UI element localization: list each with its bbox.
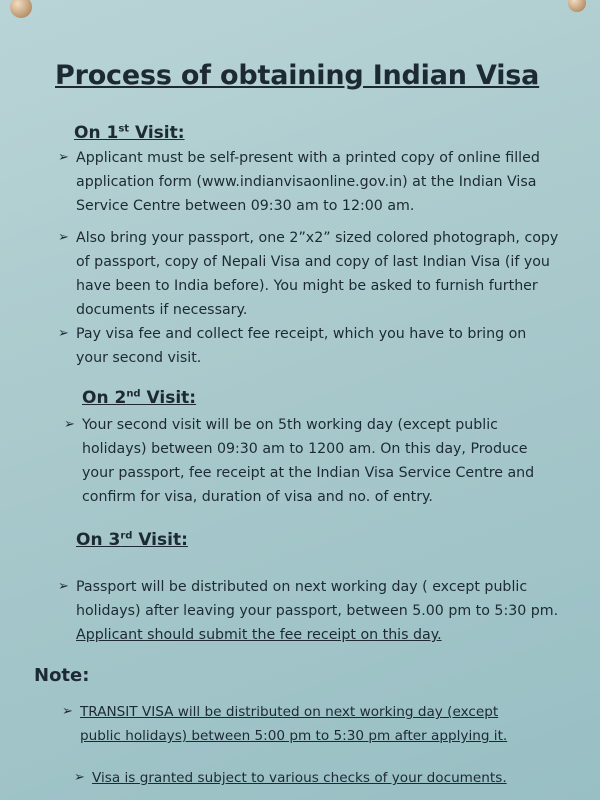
arrow-bullet-icon: ➢ bbox=[58, 230, 69, 245]
visit2-heading: On 2nd Visit: bbox=[82, 388, 197, 408]
arrow-bullet-icon: ➢ bbox=[58, 326, 69, 341]
visit3-bullet: ➢ Passport will be distributed on next working day ( except public holidays) after leaving your passport, between 5.00 pm to 5:30 pm. Applicant should submit the fee receipt on this day. bbox=[58, 575, 581, 647]
arrow-bullet-icon: ➢ bbox=[58, 150, 69, 165]
pushpin-left bbox=[10, 0, 32, 18]
page-title: Process of obtaining Indian Visa bbox=[55, 60, 540, 91]
arrow-bullet-icon: ➢ bbox=[74, 770, 85, 785]
pushpin-right bbox=[568, 0, 586, 12]
visit2-bullet: ➢ Your second visit will be on 5th working day (except public holidays) between 09:30 am to 1200 am. On this day, Produce your passport, fee receipt at the Indian Visa Service Centre and confirm for visa, duration of visa and no. of entry. bbox=[64, 413, 582, 509]
arrow-bullet-icon: ➢ bbox=[58, 579, 69, 594]
visit1-heading: On 1st Visit: bbox=[74, 123, 185, 143]
visit3-heading: On 3rd Visit: bbox=[76, 530, 188, 550]
note-bullet-1: ➢ TRANSIT VISA will be distributed on next working day (except public holidays) between 5:00 pm to 5:30 pm after applying it. bbox=[62, 700, 585, 748]
note-bullet-2: ➢ Visa is granted subject to various checks of your documents. bbox=[74, 766, 582, 790]
visit1-bullet-3: ➢ Pay visa fee and collect fee receipt, which you have to bring on your second visit. bbox=[58, 322, 586, 370]
visit1-bullet-1: ➢ Applicant must be self-present with a printed copy of online filled application form (www.indianvisaonline.gov.in) at the Indian Visa Service Centre between 09:30 am to 12:00 am. bbox=[58, 146, 586, 218]
note-label: Note: bbox=[34, 665, 90, 686]
arrow-bullet-icon: ➢ bbox=[62, 704, 73, 719]
visit1-bullet-2: ➢ Also bring your passport, one 2”x2” sized colored photograph, copy of passport, copy of Nepali Visa and copy of last Indian Visa (if you have been to India before). You might be asked to furnish further documents if necessary. bbox=[58, 226, 586, 322]
arrow-bullet-icon: ➢ bbox=[64, 417, 75, 432]
